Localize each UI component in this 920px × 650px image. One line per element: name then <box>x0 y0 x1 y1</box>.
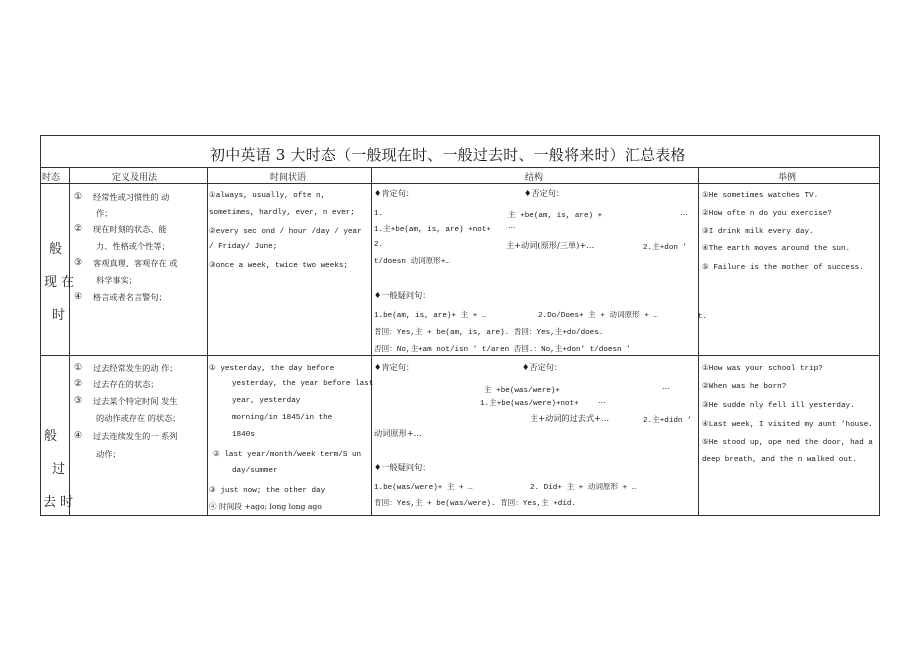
past-affirmative-label: ♦肯定句： <box>374 362 415 372</box>
header-examples: 举例 <box>778 173 797 183</box>
table-border-top <box>40 135 880 136</box>
present-def-2-line-1: 现在时刻的状态、能 <box>93 224 167 234</box>
past-example-2: ②When was he born? <box>702 383 787 391</box>
present-def-num-3: ③ <box>74 258 83 268</box>
present-question-2: 2.Do/Does+ 主 + 动词原形 + … <box>538 312 658 320</box>
present-dots-1: … <box>680 208 688 217</box>
present-def-3-line-1: 客观真理、客观存在 或 <box>93 258 178 268</box>
present-aff-1-num: 1. <box>374 210 384 218</box>
past-tense-char-2: 过 <box>52 462 66 477</box>
header-time-adverbs: 时间状语 <box>270 173 307 183</box>
document-title: 初中英语 3 大时态（一般现在时、一般过去时、一般将来时）汇总表格 <box>210 146 686 164</box>
past-adverb-a-3: year, yesterday <box>232 397 301 405</box>
past-dots-2: … <box>598 396 606 405</box>
table-border-row1-bottom <box>40 355 880 356</box>
past-def-3-line-1: 过去某个特定时间 发生 <box>93 396 178 406</box>
present-negative-label: ♦否定句： <box>524 188 565 198</box>
past-adverb-c: ③ just now; the other day <box>209 487 326 495</box>
present-aff-1: 1.主+be(am, is, are) +not+ <box>374 226 491 234</box>
table-border-title-bottom <box>40 167 880 168</box>
present-neg-2: 2.主+don ’ <box>643 244 688 252</box>
present-def-1-line-2: 作； <box>96 208 113 218</box>
past-adverb-d: ④ 时间段 +ago; long long ago <box>209 502 322 511</box>
past-tense-char-3: 去 时 <box>43 495 74 510</box>
present-no-answer: 否回：No,主+am not/isn ’ t/aren 否回.：No,主+don’ t/doesn ’ <box>374 346 631 354</box>
past-neg-2b: 动词原形+… <box>374 428 422 438</box>
present-yes-answer: 肯回：Yes,主 + be(am, is, are). 肯回：Yes,主+do/does. <box>374 329 604 337</box>
present-affirmative-label: ♦肯定句： <box>374 188 415 198</box>
past-aff-1: 1.主+be(was/were)+not+ <box>480 400 579 408</box>
past-question-label: ♦一般疑问句： <box>374 462 431 472</box>
present-aff-2: 主+动词(原形/三单)+… <box>506 240 595 250</box>
past-negative-label: ♦否定句： <box>522 362 563 372</box>
present-def-2-line-2: 力、性格或个性等； <box>96 241 170 251</box>
present-def-1-line-1: 经常性或习惯性的 动 <box>93 192 170 202</box>
present-tense-char-1: 般 <box>49 242 63 257</box>
table-border-header-bottom <box>40 183 880 184</box>
present-aff-2-num: 2. <box>374 241 384 249</box>
col-divider-2 <box>207 167 208 516</box>
present-tense-char-3: 时 <box>52 308 66 323</box>
present-tense-char-2: 现 在 <box>44 275 75 290</box>
table-border-right <box>879 135 880 516</box>
past-def-1-line-1: 过去经常发生的动 作； <box>93 363 178 373</box>
past-def-4-line-2: 动作； <box>96 449 121 459</box>
past-def-num-2: ② <box>74 379 83 389</box>
table-border-left <box>40 135 41 516</box>
header-definition: 定义及用法 <box>112 173 158 183</box>
past-def-2-line-1: 过去存在的状态； <box>93 379 159 389</box>
past-adverb-b-1: ② last year/month/week term/S un <box>213 451 362 459</box>
header-structure: 结构 <box>525 173 544 183</box>
col-divider-4 <box>698 167 699 516</box>
past-def-4-line-1: 过去连续发生的一 系列 <box>93 431 178 441</box>
present-question-label: ♦一般疑问句： <box>374 290 431 300</box>
present-neg-2b: t/doesn 动词原形+… <box>374 258 450 266</box>
past-def-num-3: ③ <box>74 396 83 406</box>
present-def-3-line-2: 科学事实； <box>96 275 137 285</box>
past-aff-2: 主+动词的过去式+… <box>530 413 610 423</box>
present-neg-top: 主 +be(am, is, are) + <box>508 212 603 220</box>
present-dots-2: … <box>508 221 516 230</box>
past-tense-char-1: 般 <box>44 429 58 444</box>
past-question-1: 1.be(was/were)+ 主 + … <box>374 484 473 492</box>
past-example-5: ⑤He stood up, ope ned the door, had a <box>702 439 873 447</box>
present-def-4-line-1: 格言或者名言警句； <box>93 292 167 302</box>
present-question-1: 1.be(am, is, are)+ 主 + … <box>374 312 487 320</box>
present-example-3: ③I drink milk every day. <box>702 228 814 236</box>
past-def-num-1: ① <box>74 363 83 373</box>
past-question-2: 2. Did+ 主 + 动词原形 + … <box>530 484 637 492</box>
past-adverb-a-1: ① yesterday, the day before <box>209 365 335 373</box>
past-adverb-a-2: yesterday, the year before last <box>232 380 374 388</box>
past-example-4: ④Last week, I visited my aunt ’house. <box>702 421 873 429</box>
col-divider-1 <box>69 167 70 516</box>
present-stray-text: t. <box>698 313 708 321</box>
present-adverb-line-4: / Friday/ June; <box>209 243 278 251</box>
past-example-6: deep breath, and the n walked out. <box>702 456 857 464</box>
present-example-1: ①He sometimes watches TV. <box>702 192 819 200</box>
present-def-num-4: ④ <box>74 292 83 302</box>
header-tense: 时态 <box>42 173 61 183</box>
present-example-2: ②How ofte n do you exercise? <box>702 210 832 218</box>
past-adverb-b-2: day/summer <box>232 467 278 475</box>
present-example-5: ⑤ Failure is the mother of success. <box>702 264 864 272</box>
past-adverb-a-5: 1840s <box>232 431 255 439</box>
present-example-4: ④The earth moves around the sun. <box>702 245 851 253</box>
past-def-num-4: ④ <box>74 431 83 441</box>
past-def-3-line-2: 的动作或存在 的状态； <box>96 413 181 423</box>
past-adverb-a-4: morning/in 1845/in the <box>232 414 333 422</box>
table-border-bottom <box>40 515 880 516</box>
past-neg-2: 2.主+didn ’ <box>643 417 692 425</box>
present-adverb-line-2: sometimes, hardly, ever, n ever; <box>209 209 355 217</box>
past-dots-1: … <box>662 382 670 391</box>
past-example-1: ①How was your school trip? <box>702 365 823 373</box>
present-adverb-line-5: ③once a week, twice two weeks; <box>209 262 348 270</box>
present-adverb-line-1: ①always, usually, ofte n, <box>209 192 326 200</box>
present-def-num-2: ② <box>74 224 83 234</box>
present-def-num-1: ① <box>74 192 83 202</box>
past-yes-answer: 肯回：Yes,主 + be(was/were). 肯回：Yes,主 +did. <box>374 500 577 508</box>
present-adverb-line-3: ②every sec ond / hour /day / year <box>209 228 362 236</box>
past-example-3: ③He sudde nly fell ill yesterday. <box>702 402 855 410</box>
past-neg-top: 主 +be(was/were)+ <box>484 387 560 395</box>
col-divider-3 <box>371 167 372 516</box>
